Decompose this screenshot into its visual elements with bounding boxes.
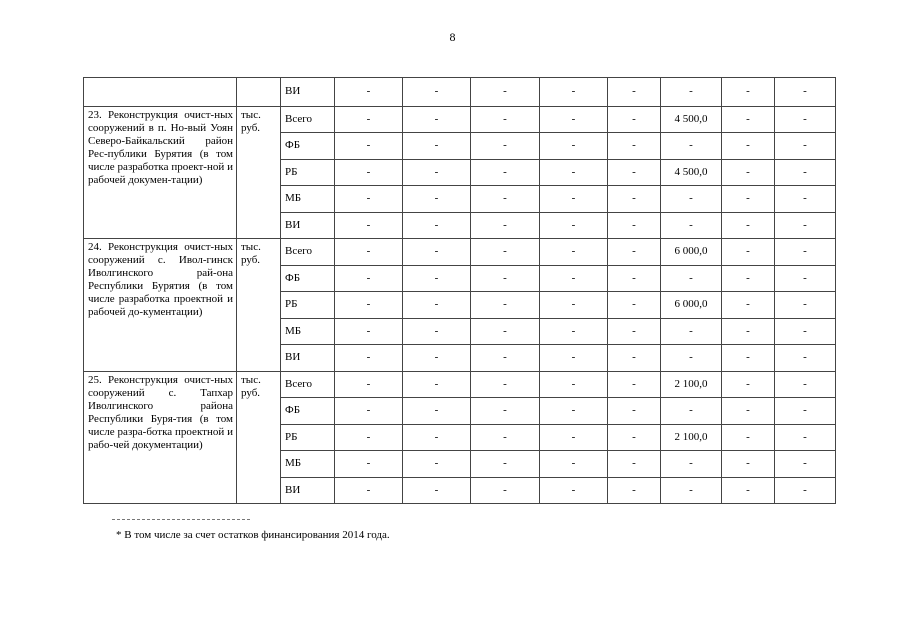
value-cell: - xyxy=(403,398,471,425)
value-cell: - xyxy=(471,133,540,160)
value-cell: - xyxy=(471,186,540,213)
value-cell: - xyxy=(471,371,540,398)
value-cell: - xyxy=(471,78,540,107)
value-cell: - xyxy=(335,106,403,133)
source-cell: РБ xyxy=(281,159,335,186)
item-description: 24. Реконструкция очист-ных сооружений с. Ивол-гинск Иволгинского рай-она Республики Бурятия (в том числе разработка проектной и рабочей до-кументации) xyxy=(84,239,237,372)
value-cell: - xyxy=(775,265,836,292)
value-cell: - xyxy=(471,212,540,239)
value-cell: - xyxy=(608,371,661,398)
value-cell: - xyxy=(775,133,836,160)
value-cell: - xyxy=(540,133,608,160)
source-cell: Всего xyxy=(281,106,335,133)
value-cell: 2 100,0 xyxy=(661,424,722,451)
value-cell: - xyxy=(540,318,608,345)
value-cell: - xyxy=(775,106,836,133)
value-cell: - xyxy=(775,477,836,504)
value-cell: - xyxy=(335,451,403,478)
source-cell: Всего xyxy=(281,371,335,398)
value-cell: - xyxy=(403,292,471,319)
value-cell: - xyxy=(608,265,661,292)
value-cell: - xyxy=(540,371,608,398)
value-cell: 6 000,0 xyxy=(661,292,722,319)
value-cell: - xyxy=(403,371,471,398)
value-cell: - xyxy=(722,371,775,398)
value-cell: - xyxy=(775,398,836,425)
value-cell: - xyxy=(661,398,722,425)
value-cell: - xyxy=(403,451,471,478)
value-cell: - xyxy=(608,292,661,319)
value-cell: - xyxy=(608,106,661,133)
value-cell: - xyxy=(608,133,661,160)
value-cell: - xyxy=(403,345,471,372)
value-cell: - xyxy=(608,477,661,504)
value-cell: - xyxy=(335,398,403,425)
value-cell: - xyxy=(540,477,608,504)
value-cell: - xyxy=(335,371,403,398)
value-cell: - xyxy=(335,212,403,239)
value-cell: - xyxy=(775,451,836,478)
value-cell: - xyxy=(471,106,540,133)
value-cell: - xyxy=(335,186,403,213)
value-cell: - xyxy=(403,159,471,186)
value-cell: - xyxy=(661,345,722,372)
value-cell: - xyxy=(540,239,608,266)
value-cell: - xyxy=(540,292,608,319)
value-cell: - xyxy=(403,186,471,213)
item-unit: тыс. руб. xyxy=(237,371,281,504)
item-description: 25. Реконструкция очист-ных сооружений с. Тапхар Иволгинского района Республики Буря-тия (в том числе разра-ботка проектной и рабо-чей документации) xyxy=(84,371,237,504)
value-cell: - xyxy=(722,159,775,186)
value-cell: - xyxy=(335,239,403,266)
value-cell: - xyxy=(540,186,608,213)
value-cell: - xyxy=(335,265,403,292)
value-cell: - xyxy=(335,424,403,451)
source-cell: РБ xyxy=(281,292,335,319)
value-cell: - xyxy=(661,451,722,478)
value-cell: - xyxy=(661,477,722,504)
value-cell: - xyxy=(608,451,661,478)
value-cell: - xyxy=(471,398,540,425)
value-cell: - xyxy=(403,318,471,345)
value-cell: - xyxy=(722,477,775,504)
source-cell: Всего xyxy=(281,239,335,266)
value-cell: - xyxy=(335,477,403,504)
value-cell: - xyxy=(608,424,661,451)
source-cell: РБ xyxy=(281,424,335,451)
value-cell: - xyxy=(775,318,836,345)
source-cell: ФБ xyxy=(281,265,335,292)
item-description: 23. Реконструкция очист-ных сооружений в п. Но-вый Уоян Северо-Байкальский район Рес-публики Бурятия (в том числе разработка проект-ной и рабочей докумен-тации) xyxy=(84,106,237,239)
value-cell: - xyxy=(775,78,836,107)
unit-cell xyxy=(237,78,281,107)
value-cell: - xyxy=(335,159,403,186)
value-cell: - xyxy=(403,265,471,292)
funding-table xyxy=(83,77,836,504)
value-cell: - xyxy=(775,239,836,266)
page-number: 8 xyxy=(449,30,456,44)
value-cell: - xyxy=(403,424,471,451)
value-cell: - xyxy=(335,318,403,345)
value-cell: 4 500,0 xyxy=(661,106,722,133)
value-cell: - xyxy=(608,212,661,239)
value-cell: - xyxy=(471,424,540,451)
value-cell: - xyxy=(471,318,540,345)
source-cell: МБ xyxy=(281,451,335,478)
value-cell: - xyxy=(335,133,403,160)
value-cell: - xyxy=(775,292,836,319)
value-cell: - xyxy=(335,345,403,372)
value-cell: - xyxy=(722,451,775,478)
value-cell: - xyxy=(661,133,722,160)
value-cell: - xyxy=(722,292,775,319)
value-cell: - xyxy=(722,239,775,266)
value-cell: - xyxy=(540,424,608,451)
table-row xyxy=(84,106,836,133)
source-cell: ВИ xyxy=(281,78,335,107)
value-cell: - xyxy=(540,78,608,107)
value-cell: - xyxy=(722,345,775,372)
value-cell: - xyxy=(608,159,661,186)
value-cell: - xyxy=(471,239,540,266)
value-cell: - xyxy=(608,78,661,107)
footnote-separator xyxy=(112,519,250,520)
value-cell: - xyxy=(722,133,775,160)
value-cell: - xyxy=(403,106,471,133)
value-cell: - xyxy=(403,212,471,239)
value-cell: - xyxy=(775,159,836,186)
value-cell: - xyxy=(722,106,775,133)
value-cell: - xyxy=(540,265,608,292)
item-unit: тыс. руб. xyxy=(237,106,281,239)
value-cell: - xyxy=(471,159,540,186)
value-cell: - xyxy=(608,239,661,266)
value-cell: - xyxy=(661,265,722,292)
value-cell: - xyxy=(403,133,471,160)
table-row xyxy=(84,78,836,107)
value-cell: 4 500,0 xyxy=(661,159,722,186)
value-cell: - xyxy=(722,265,775,292)
source-cell: МБ xyxy=(281,186,335,213)
value-cell: - xyxy=(540,398,608,425)
value-cell: 2 100,0 xyxy=(661,371,722,398)
value-cell: - xyxy=(722,212,775,239)
value-cell: - xyxy=(540,345,608,372)
value-cell: - xyxy=(722,318,775,345)
value-cell: - xyxy=(403,239,471,266)
value-cell: - xyxy=(775,371,836,398)
value-cell: - xyxy=(471,292,540,319)
value-cell: - xyxy=(471,345,540,372)
item-unit: тыс. руб. xyxy=(237,239,281,372)
source-cell: ВИ xyxy=(281,477,335,504)
value-cell: - xyxy=(661,186,722,213)
value-cell: - xyxy=(661,78,722,107)
table-row xyxy=(84,371,836,398)
value-cell: - xyxy=(608,398,661,425)
value-cell: - xyxy=(540,106,608,133)
value-cell: - xyxy=(540,212,608,239)
value-cell: - xyxy=(775,345,836,372)
value-cell: - xyxy=(540,451,608,478)
value-cell: - xyxy=(661,212,722,239)
value-cell: - xyxy=(403,78,471,107)
description-cell xyxy=(84,78,237,107)
footnote: * В том числе за счет остатков финансирования 2014 года. xyxy=(116,529,390,541)
value-cell: - xyxy=(471,451,540,478)
source-cell: МБ xyxy=(281,318,335,345)
value-cell: - xyxy=(722,398,775,425)
value-cell: - xyxy=(775,212,836,239)
value-cell: - xyxy=(335,78,403,107)
value-cell: 6 000,0 xyxy=(661,239,722,266)
value-cell: - xyxy=(775,424,836,451)
value-cell: - xyxy=(335,292,403,319)
value-cell: - xyxy=(608,186,661,213)
source-cell: ФБ xyxy=(281,133,335,160)
value-cell: - xyxy=(661,318,722,345)
table-row xyxy=(84,239,836,266)
value-cell: - xyxy=(471,265,540,292)
value-cell: - xyxy=(608,318,661,345)
value-cell: - xyxy=(540,159,608,186)
value-cell: - xyxy=(471,477,540,504)
value-cell: - xyxy=(403,477,471,504)
value-cell: - xyxy=(722,424,775,451)
source-cell: ВИ xyxy=(281,345,335,372)
value-cell: - xyxy=(722,78,775,107)
value-cell: - xyxy=(722,186,775,213)
value-cell: - xyxy=(608,345,661,372)
source-cell: ВИ xyxy=(281,212,335,239)
value-cell: - xyxy=(775,186,836,213)
source-cell: ФБ xyxy=(281,398,335,425)
